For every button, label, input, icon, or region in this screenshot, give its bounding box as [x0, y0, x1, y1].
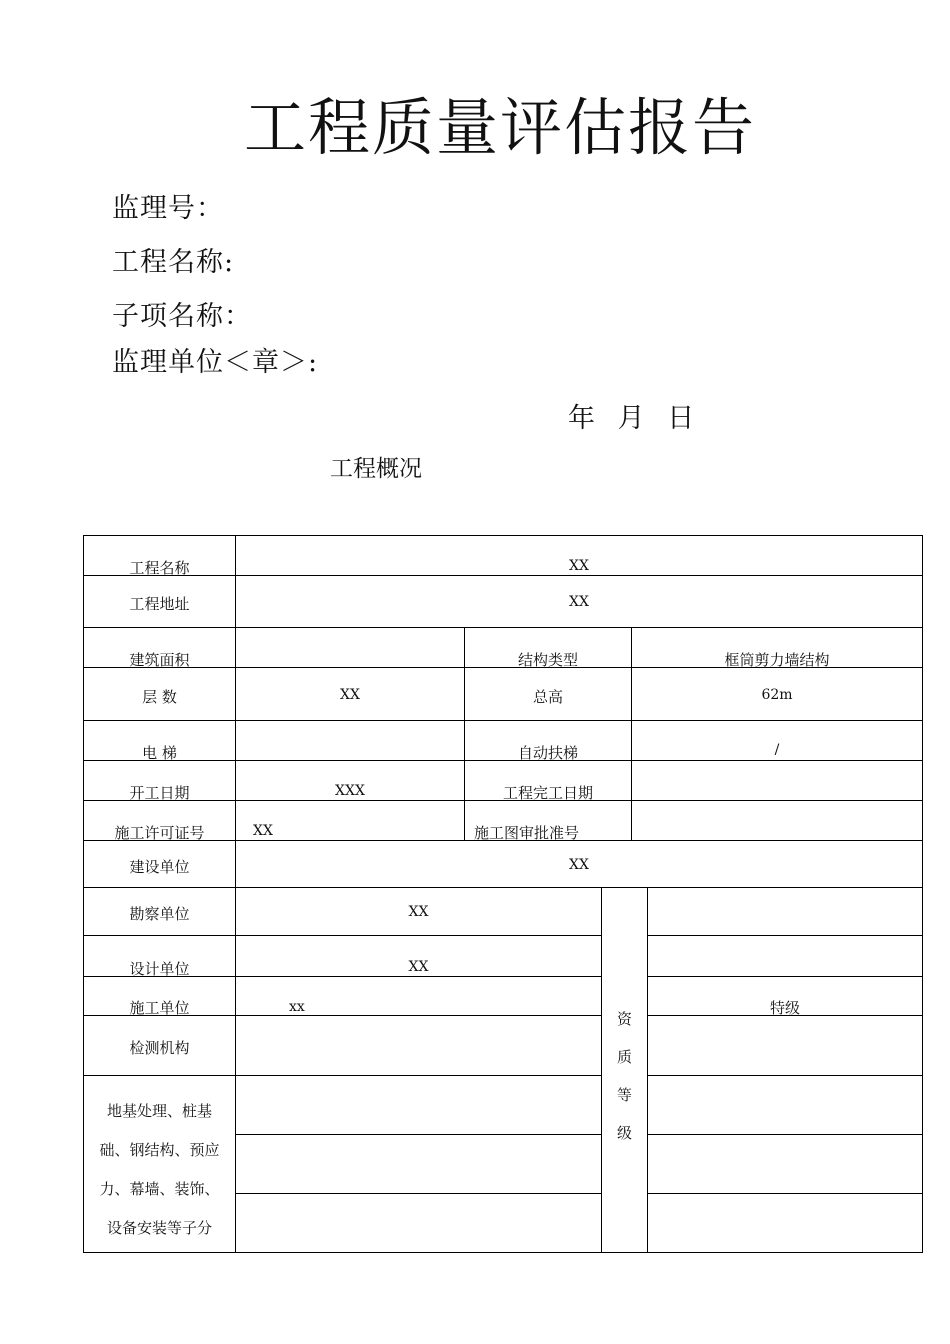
subcontract-line: 设备安装等子分	[106, 1219, 212, 1237]
qualification-char: 等	[616, 1086, 632, 1104]
label-drawing-approval-no: 施工图审批准号	[474, 824, 580, 842]
qualification-grade-label	[602, 1000, 647, 1152]
value-floors: XX	[340, 687, 360, 703]
qualification-char: 质	[616, 1048, 632, 1066]
subcontract-label	[84, 1092, 235, 1248]
value-structure-type: 框筒剪力墙结构	[724, 651, 830, 669]
value-escalator: /	[774, 742, 780, 758]
label-contractor: 施工单位	[129, 999, 190, 1017]
supervision-unit-label: 监理单位＜章＞:	[112, 347, 319, 378]
qualification-char: 级	[616, 1124, 632, 1142]
label-design-unit: 设计单位	[129, 960, 190, 978]
value-total-height: 62m	[761, 687, 793, 703]
label-project-name: 工程名称	[129, 559, 190, 577]
label-building-area: 建筑面积	[129, 651, 190, 669]
value-construction-unit: XX	[569, 857, 589, 873]
value-project-address: XX	[569, 594, 589, 610]
subitem-name-label: 子项名称：	[112, 301, 252, 332]
label-project-address: 工程地址	[129, 595, 190, 613]
label-completion-date: 工程完工日期	[502, 784, 593, 802]
value-start-date: XXX	[335, 783, 365, 799]
label-structure-type: 结构类型	[517, 651, 578, 669]
label-total-height: 总高	[532, 688, 563, 706]
date-month: 月	[617, 403, 645, 434]
qualification-char: 资	[616, 1010, 632, 1028]
value-project-name: XX	[569, 558, 589, 574]
label-testing-agency: 检测机构	[129, 1039, 190, 1057]
subcontract-line: 地基处理、桩基	[106, 1102, 212, 1120]
date-day: 日	[667, 403, 695, 434]
label-construction-unit: 建设单位	[129, 858, 190, 876]
value-permit-no: XX	[253, 823, 273, 839]
section-title: 工程概况	[330, 456, 422, 482]
value-survey-unit: XX	[408, 904, 429, 920]
label-start-date: 开工日期	[129, 784, 190, 802]
value-design-unit: XX	[408, 959, 429, 975]
subcontract-line: 础、钢结构、预应	[99, 1141, 220, 1159]
project-name-label: 工程名称:	[112, 247, 235, 278]
label-permit-no: 施工许可证号	[114, 824, 205, 842]
label-floors: 层 数	[142, 688, 177, 706]
page-title: 工程质量评估报告	[243, 91, 756, 164]
supervision-no-label: 监理号：	[112, 193, 224, 224]
value-contractor: xx	[289, 999, 305, 1015]
subcontract-line: 力、幕墙、装饰、	[99, 1180, 220, 1198]
date-year: 年	[568, 403, 595, 434]
label-escalator: 自动扶梯	[517, 744, 578, 762]
label-survey-unit: 勘察单位	[129, 905, 190, 923]
value-contractor-grade: 特级	[769, 999, 800, 1017]
label-elevator: 电 梯	[142, 744, 177, 762]
